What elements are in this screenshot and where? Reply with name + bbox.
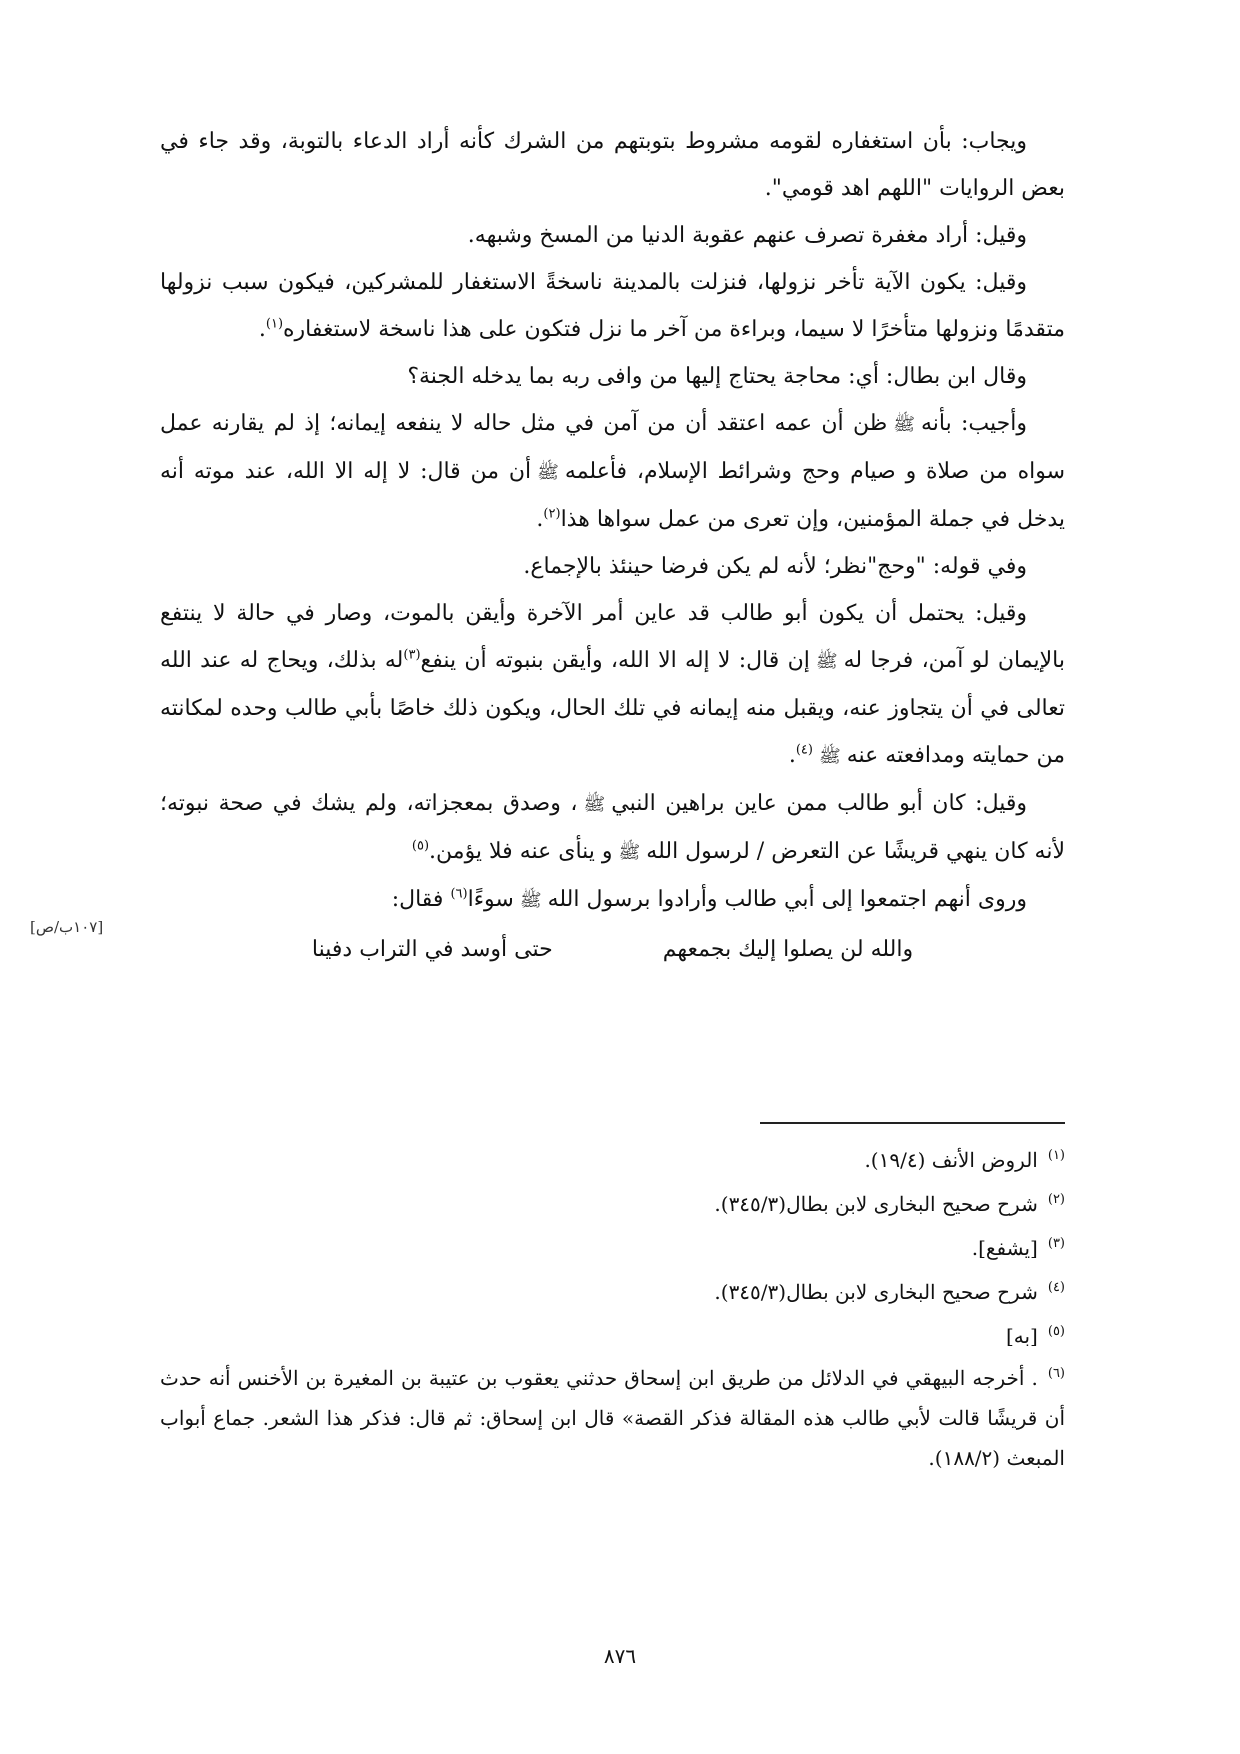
- footnote-ref-1[interactable]: (١): [265, 316, 284, 332]
- paragraph-4: وقال ابن بطال: أي: محاجة يحتاج إليها من وافى ربه بما يدخله الجنة؟: [407, 364, 1027, 389]
- paragraph-2: وقيل: أراد مغفرة تصرف عنهم عقوبة الدنيا من المسخ وشبهه.: [467, 223, 1027, 248]
- footnote-3: $^{(٣)}$[يشفع].: [971, 1236, 1065, 1260]
- saw-symbol-icon: ﷺ: [583, 794, 606, 815]
- footnote-ref-5[interactable]: (٥): [411, 838, 430, 854]
- verse-hemistich-left: حتى أوسد في التراب دفينا: [311, 937, 553, 962]
- paragraph-7: وقيل: يحتمل أن يكون أبو طالب قد عاين أمر الآخرة وأيقن بالموت، وصار في حالة لا ينتفع بالإيمان لو آمن، فرجا لهﷺإن قال: لا إله الا الله، وأيقن بنبوته أن ينفع$^{(٣)}$له بذلك، ويحاج له عند الله تعالى في أن يتجاوز عنه، ويقبل منه إيمانه في تلك الحال، ويكون ذلك خاصًا بأبي طالب وحده لمكانته من حمايته ومدافعته عنهﷺ$^{(٤)}$.: [160, 601, 1065, 768]
- footnote-ref-3[interactable]: (٣): [403, 647, 421, 663]
- saw-symbol-icon: ﷺ: [815, 651, 838, 672]
- footnotes: [160, 1138, 1065, 1478]
- paragraph-1: ويجاب: بأن استغفاره لقومه مشروط بتوبتهم من الشرك كأنه أراد الدعاء بالتوبة، وقد جاء في بعض الروايات "اللهم اهد قومي".: [160, 129, 1065, 201]
- footnote-ref-4[interactable]: (٤): [795, 742, 813, 758]
- main-text: [160, 118, 1065, 973]
- paragraph-3: وقيل: يكون الآية تأخر نزولها، فنزلت بالمدينة ناسخةً الاستغفار للمشركين، فيكون سبب نزولها متقدمًا ونزولها متأخرًا لا سيما، وبراءة من آخر ما نزل فتكون على هذا ناسخة لاستغفاره$^{(١)}$.: [160, 270, 1065, 342]
- footnote-2: $^{(٢)}$شرح صحيح البخارى لابن بطال(٣٤٥/٣).: [714, 1192, 1065, 1216]
- saw-symbol-icon: ﷺ: [618, 842, 641, 863]
- footnote-separator: [760, 1122, 1065, 1124]
- saw-symbol-icon: ﷺ: [537, 462, 559, 483]
- saw-symbol-icon: ﷺ: [818, 746, 841, 767]
- footnote-6: $^{(٦)}$. أخرجه البيهقي في الدلائل من طريق ابن إسحاق حدثني يعقوب بن عتيبة بن المغيرة بن الأخنس أنه حدث أن قريشًا قالت لأبي طالب هذه المقالة فذكر القصة» قال ابن إسحاق: ثم قال: فذكر هذا الشعر. جماع أبواب المبعث (١٨٨/٢).: [160, 1366, 1065, 1470]
- page-number: ٨٧٦: [603, 1644, 637, 1668]
- footnote-5: $^{(٥)}$[به]: [1005, 1324, 1065, 1348]
- footnote-1: $^{(١)}$الروض الأنف (١٩/٤).: [864, 1148, 1065, 1172]
- paragraph-5: وأجيب: بأنهﷺظن أن عمه اعتقد أن من آمن في مثل حاله لا ينفعه إيمانه؛ إذ لم يقارنه عمل سواه من صلاة و صيام وحج وشرائط الإسلام، فأعلمهﷺأن من قال: لا إله الا الله، عند موته أنه يدخل في جملة المؤمنين، وإن تعرى من عمل سواها هذا$^{(٢)}$.: [160, 411, 1066, 532]
- footnote-ref-2[interactable]: (٢): [543, 506, 561, 522]
- footnote-ref-6[interactable]: (٦): [450, 886, 468, 902]
- poetry-verse: [160, 926, 1065, 973]
- manuscript-folio-marker: [١٠٧ب/ص]: [30, 918, 104, 936]
- paragraph-6: وفي قوله: "وحج"نظر؛ لأنه لم يكن فرضا حينئذ بالإجماع.: [523, 554, 1027, 579]
- saw-symbol-icon: ﷺ: [519, 890, 542, 911]
- footnote-4: $^{(٤)}$شرح صحيح البخارى لابن بطال(٣٤٥/٣).: [714, 1280, 1065, 1304]
- paragraph-8: وقيل: كان أبو طالب ممن عاين براهين النبيﷺ، وصدق بمعجزاته، ولم يشك في صحة نبوته؛ لأنه كان ينهي قريشًا عن التعرض / لرسول اللهﷺو ينأى عنه فلا يؤمن.$^{(٥)}$: [160, 791, 1065, 864]
- paragraph-9: وروى أنهم اجتمعوا إلى أبي طالب وأرادوا برسول اللهﷺسوءًا$^{(٦)}$ فقال:: [391, 886, 1027, 912]
- verse-hemistich-right: والله لن يصلوا إليك بجمعهم: [662, 937, 914, 962]
- saw-symbol-icon: ﷺ: [893, 414, 915, 435]
